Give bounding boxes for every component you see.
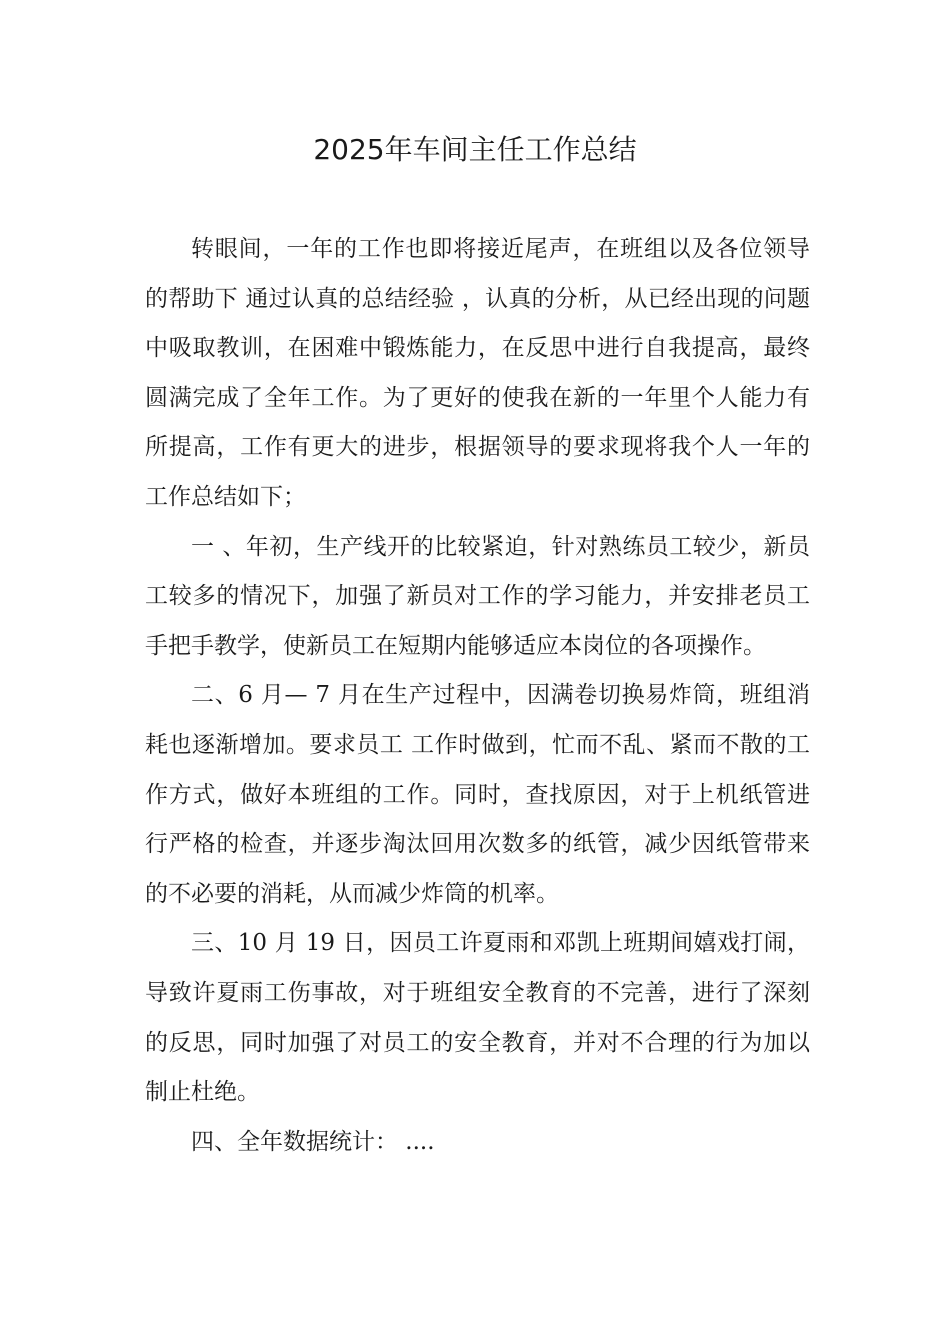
document-title: 2025年车间主任工作总结 xyxy=(313,133,637,166)
paragraph-item-2: 二、6 月— 7 月在生产过程中，因满卷切换易炸筒，班组消耗也逐渐增加。要求员工 工作时做到，忙而不乱、紧而不散的工作方式，做好本班组的工作。同时，查找原因，对于上机纸管进行严格的检查，并逐步淘汰回用次数多的纸管，减少因纸管带来的不必要的消耗，从而减少炸筒的机率。 xyxy=(145,682,810,907)
paragraph-intro: 转眼间，一年的工作也即将接近尾声，在班组以及各位领导的帮助下 通过认真的总结经验 ，认真的分析，从已经出现的问题中吸取教训，在困难中锻炼能力，在反思中进行自我提高，最终圆满完成了全年工作。为了更好的使我在新的一年里个人能力有所提高，工作有更大的进步，根据领导的要求现将我个人一年的工作总结如下； xyxy=(145,236,810,510)
paragraph-item-3: 三、10 月 19 日，因员工许夏雨和邓凯上班期间嬉戏打闹，导致许夏雨工伤事故，对于班组安全教育的不完善，进行了深刻的反思，同时加强了对员工的安全教育，并对不合理的行为加以制止杜绝。 xyxy=(145,930,810,1106)
paragraph-item-1: 一 、年初，生产线开的比较紧迫，针对熟练员工较少，新员工较多的情况下，加强了新员对工作的学习能力，并安排老员工手把手教学，使新员工在短期内能够适应本岗位的各项操作。 xyxy=(145,533,810,659)
document-body xyxy=(145,225,810,1167)
paragraph-item-4: 四、全年数据统计： .... xyxy=(191,1128,435,1155)
